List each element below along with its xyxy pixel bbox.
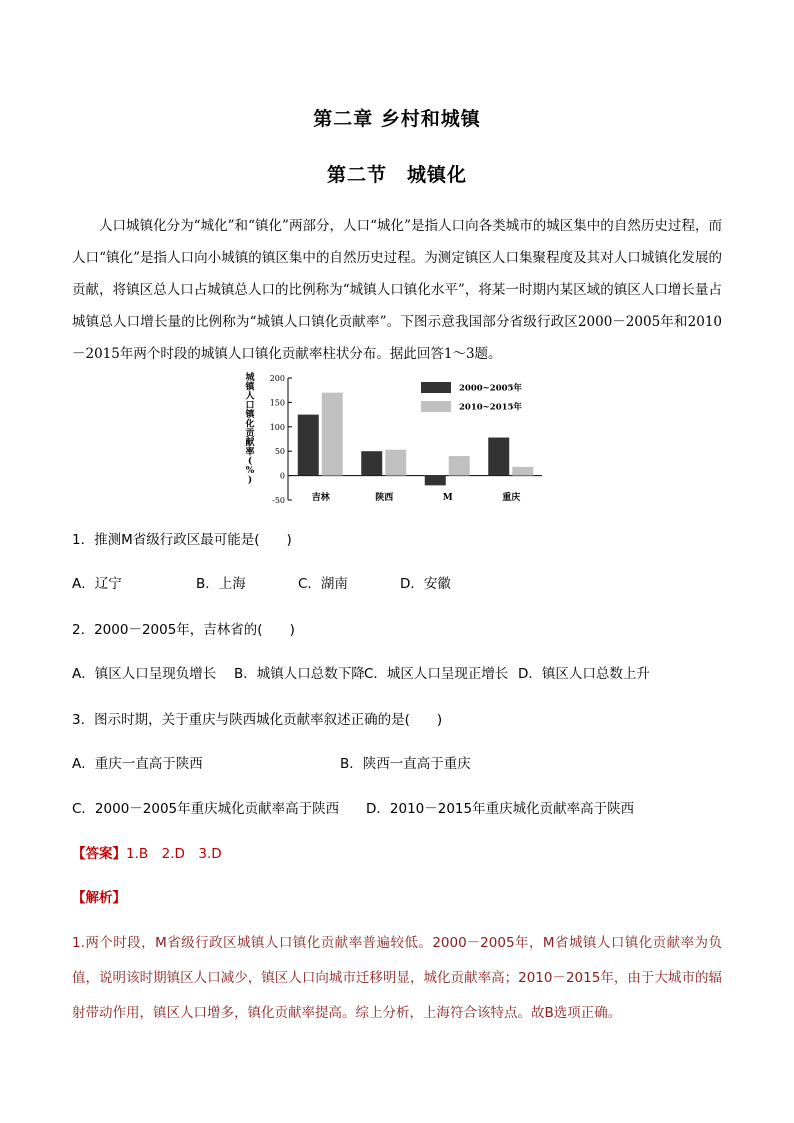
question-1-option-c[interactable]: C．湖南 (298, 576, 348, 592)
bar (449, 456, 470, 476)
question-2-option-b[interactable]: B．城镇人口总数下降 (234, 666, 365, 682)
analysis-text: 1.两个时段，M省级行政区城镇人口镇化贡献率普遍较低。2000－2005年，M省城镇人口镇化贡献率为负值，说明该时期镇区人口减少，镇区人口向城市迁移明显，城化贡献率高；2010－2015年，由于大城市的辐射带动作用，镇区人口增多，镇化贡献率提高。综上分析，上海符合该特点。故B选项正确。 (72, 935, 722, 1021)
answer-label: 【答案】 (72, 846, 126, 862)
y-axis-label-char: 镇 (245, 382, 255, 393)
question-3-option-d[interactable]: D．2010－2015年重庆城化贡献率高于陕西 (366, 801, 635, 817)
question-2-stem: 2．2000－2005年，吉林省的( ) (72, 622, 295, 638)
legend-label: 2000~2005年 (459, 383, 522, 394)
y-tick-label: -50 (272, 496, 285, 505)
question-2-option-d[interactable]: D．镇区人口总数上升 (518, 666, 650, 682)
y-tick-label: 50 (274, 447, 285, 457)
y-tick-label: 100 (269, 422, 285, 432)
y-axis-label-char: ) (247, 475, 253, 486)
y-axis-label-char: 镇 (245, 410, 255, 421)
bar (322, 393, 343, 476)
bar (488, 438, 509, 476)
y-axis-label-char: 献 (245, 438, 255, 449)
x-tick-label: 陕西 (375, 493, 394, 503)
question-3-stem: 3．图示时期，关于重庆与陕西城化贡献率叙述正确的是( ) (72, 712, 443, 728)
question-1-option-b[interactable]: B．上海 (196, 576, 246, 592)
question-2-option-a[interactable]: A．镇区人口呈现负增长 (72, 666, 217, 682)
y-axis-label-char: 人 (245, 391, 255, 402)
x-tick-label: M (442, 493, 453, 503)
bar (512, 467, 533, 476)
legend-swatch (421, 382, 451, 393)
chapter-title: 第二章 乡村和城镇 (313, 108, 481, 130)
bar-chart (238, 372, 558, 508)
y-tick-label: 150 (269, 398, 285, 408)
question-1-option-a[interactable]: A．辽宁 (72, 576, 122, 592)
y-axis-label-char: 化 (245, 419, 255, 430)
y-axis-label-char: 率 (245, 447, 255, 458)
y-tick-label: 200 (269, 374, 285, 383)
answer-line (72, 842, 222, 862)
bar (425, 476, 446, 486)
question-3-option-c[interactable]: C．2000－2005年重庆城化贡献率高于陕西 (72, 801, 340, 817)
y-tick-label: 0 (279, 471, 285, 481)
x-tick-label: 重庆 (502, 493, 521, 503)
bar (385, 450, 406, 476)
bar (361, 451, 382, 475)
y-axis-label-char: 口 (245, 400, 255, 411)
section-title: 第二节 城镇化 (326, 164, 467, 186)
question-2-option-c[interactable]: C．城区人口呈现正增长 (364, 666, 509, 682)
answer-text: 1.B 2.D 3.D (126, 846, 222, 862)
y-axis-label-char: 城 (245, 373, 255, 383)
x-tick-label: 吉林 (311, 493, 330, 503)
y-axis-label-char: % (245, 466, 255, 476)
bar (298, 415, 319, 476)
question-3-option-b[interactable]: B．陕西一直高于重庆 (340, 756, 471, 772)
question-3-option-a[interactable]: A．重庆一直高于陕西 (72, 756, 203, 772)
y-axis-label-char: ( (247, 456, 253, 467)
legend-swatch (421, 401, 451, 412)
intro-paragraph: 人口城镇化分为“城化”和“镇化”两部分，人口“城化”是指人口向各类城市的城区集中的自然历史过程，而人口“镇化”是指人口向小城镇的镇区集中的自然历史过程。为测定镇区人口集聚程度及其对人口城镇化发展的贡献，将镇区总人口占城镇总人口的比例称为“城镇人口镇化水平”，将某一时期内某区域的镇区人口增长量占城镇总人口增长量的比例称为“城镇人口镇化贡献率”。下图示意我国部分省级行政区2000－2005年和2010－2015年两个时段的城镇人口镇化贡献率柱状分布。据此回答1～3题。 (72, 218, 722, 362)
legend-label: 2010~2015年 (459, 402, 522, 413)
question-1-stem: 1．推测M省级行政区最可能是( ) (72, 532, 292, 548)
analysis-label: 【解析】 (72, 890, 126, 906)
y-axis-label-char: 贡 (245, 428, 255, 439)
question-1-option-d[interactable]: D．安徽 (400, 576, 451, 592)
